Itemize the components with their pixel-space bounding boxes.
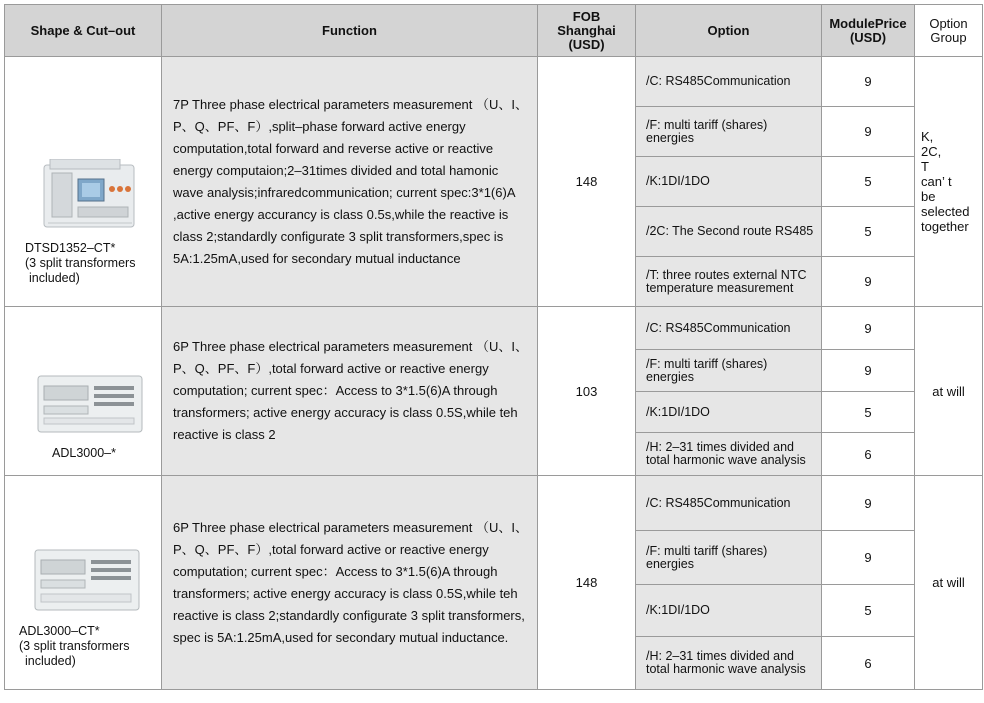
option-group-line: can’ t xyxy=(921,174,952,189)
option-group-line: K, xyxy=(921,129,934,144)
option-group-line: selected xyxy=(921,204,970,219)
product-name: ADL3000–CT* xyxy=(19,624,100,638)
option-group: at will xyxy=(915,476,983,690)
fob-price: 103 xyxy=(538,307,636,476)
option-label: /F: multi tariff (shares) energies xyxy=(636,350,822,392)
option-group xyxy=(915,57,983,307)
table-row xyxy=(5,57,983,107)
option-label: /2C: The Second route RS485 xyxy=(636,207,822,257)
product-name: ADL3000–* xyxy=(52,446,116,460)
header-module-price: ModulePrice (USD) xyxy=(822,5,915,57)
option-label: /C: RS485Communication xyxy=(636,57,822,107)
product-cell xyxy=(5,307,162,476)
option-price: 9 xyxy=(822,107,915,157)
product-function: 7P Three phase electrical parameters measurement （U、I、P、Q、PF、F）,split–phase forward active energy computation,total forward and reverse active or reactive energy computaion;2–31times divided and total hamonic wave analysis;infraredcommunication; current spec:3*1(6)A ,active energy accurancy is class 0.5s,while the reactive is class 2;standardly configurate 3 split transformers,spec is 5A:1.25mA,used for secondary mutual inductance xyxy=(162,57,538,307)
option-label: /C: RS485Communication xyxy=(636,307,822,350)
option-label: /F: multi tariff (shares) energies xyxy=(636,531,822,585)
option-label: /H: 2–31 times divided and total harmonic wave analysis xyxy=(636,637,822,690)
option-price: 9 xyxy=(822,307,915,350)
product-note: (3 split transformers xyxy=(25,256,136,270)
option-label: /K:1DI/1DO xyxy=(636,157,822,207)
option-group-line: T xyxy=(921,159,929,174)
header-fob: FOB Shanghai (USD) xyxy=(538,5,636,57)
option-group: at will xyxy=(915,307,983,476)
product-note: (3 split transformers xyxy=(19,639,130,653)
product-cell xyxy=(5,476,162,690)
option-price: 6 xyxy=(822,637,915,690)
fob-price: 148 xyxy=(538,57,636,307)
adl3000-device-image xyxy=(34,372,146,436)
product-name: DTSD1352–CT* xyxy=(25,241,116,255)
option-group-line: together xyxy=(921,219,969,234)
option-price: 5 xyxy=(822,392,915,433)
option-label: /C: RS485Communication xyxy=(636,476,822,531)
header-option-group: Option Group xyxy=(915,5,983,57)
option-price: 5 xyxy=(822,585,915,637)
table-row xyxy=(5,307,983,350)
option-price: 6 xyxy=(822,433,915,476)
dtsd1352-device-image xyxy=(40,159,140,231)
option-price: 9 xyxy=(822,257,915,307)
option-group-line: 2C, xyxy=(921,144,942,159)
price-table xyxy=(4,4,983,690)
option-price: 9 xyxy=(822,57,915,107)
option-price: 5 xyxy=(822,207,915,257)
header-row xyxy=(5,5,983,57)
option-price: 5 xyxy=(822,157,915,207)
option-group-line: be xyxy=(921,189,936,204)
option-price: 9 xyxy=(822,531,915,585)
fob-price: 148 xyxy=(538,476,636,690)
product-cell xyxy=(5,57,162,307)
product-function: 6P Three phase electrical parameters measurement （U、I、P、Q、PF、F）,total forward active or reactive energy computation; current spec：Access to 3*1.5(6)A through transformers; active energy accuracy is class 0.5S,while teh reactive is class 2;standardly configurate 3 split transformers, spec is 5A:1.25mA,used for secondary mutual inductance. xyxy=(162,476,538,690)
option-label: /K:1DI/1DO xyxy=(636,585,822,637)
product-function: 6P Three phase electrical parameters measurement （U、I、P、Q、PF、F）,total forward active or reactive energy computation; current spec：Access to 3*1.5(6)A through transformers; active energy accuracy is class 0.5S,while teh reactive is class 2 xyxy=(162,307,538,476)
header-function: Function xyxy=(162,5,538,57)
option-label: /T: three routes external NTC temperature measurement xyxy=(636,257,822,307)
option-price: 9 xyxy=(822,350,915,392)
option-price: 9 xyxy=(822,476,915,531)
header-shape: Shape & Cut–out xyxy=(5,5,162,57)
option-label: /K:1DI/1DO xyxy=(636,392,822,433)
product-note: included) xyxy=(29,271,80,285)
product-note: included) xyxy=(25,654,76,668)
table-row xyxy=(5,476,983,531)
adl3000-ct-device-image xyxy=(31,546,143,614)
option-label: /F: multi tariff (shares) energies xyxy=(636,107,822,157)
option-label: /H: 2–31 times divided and total harmonic wave analysis xyxy=(636,433,822,476)
header-option: Option xyxy=(636,5,822,57)
